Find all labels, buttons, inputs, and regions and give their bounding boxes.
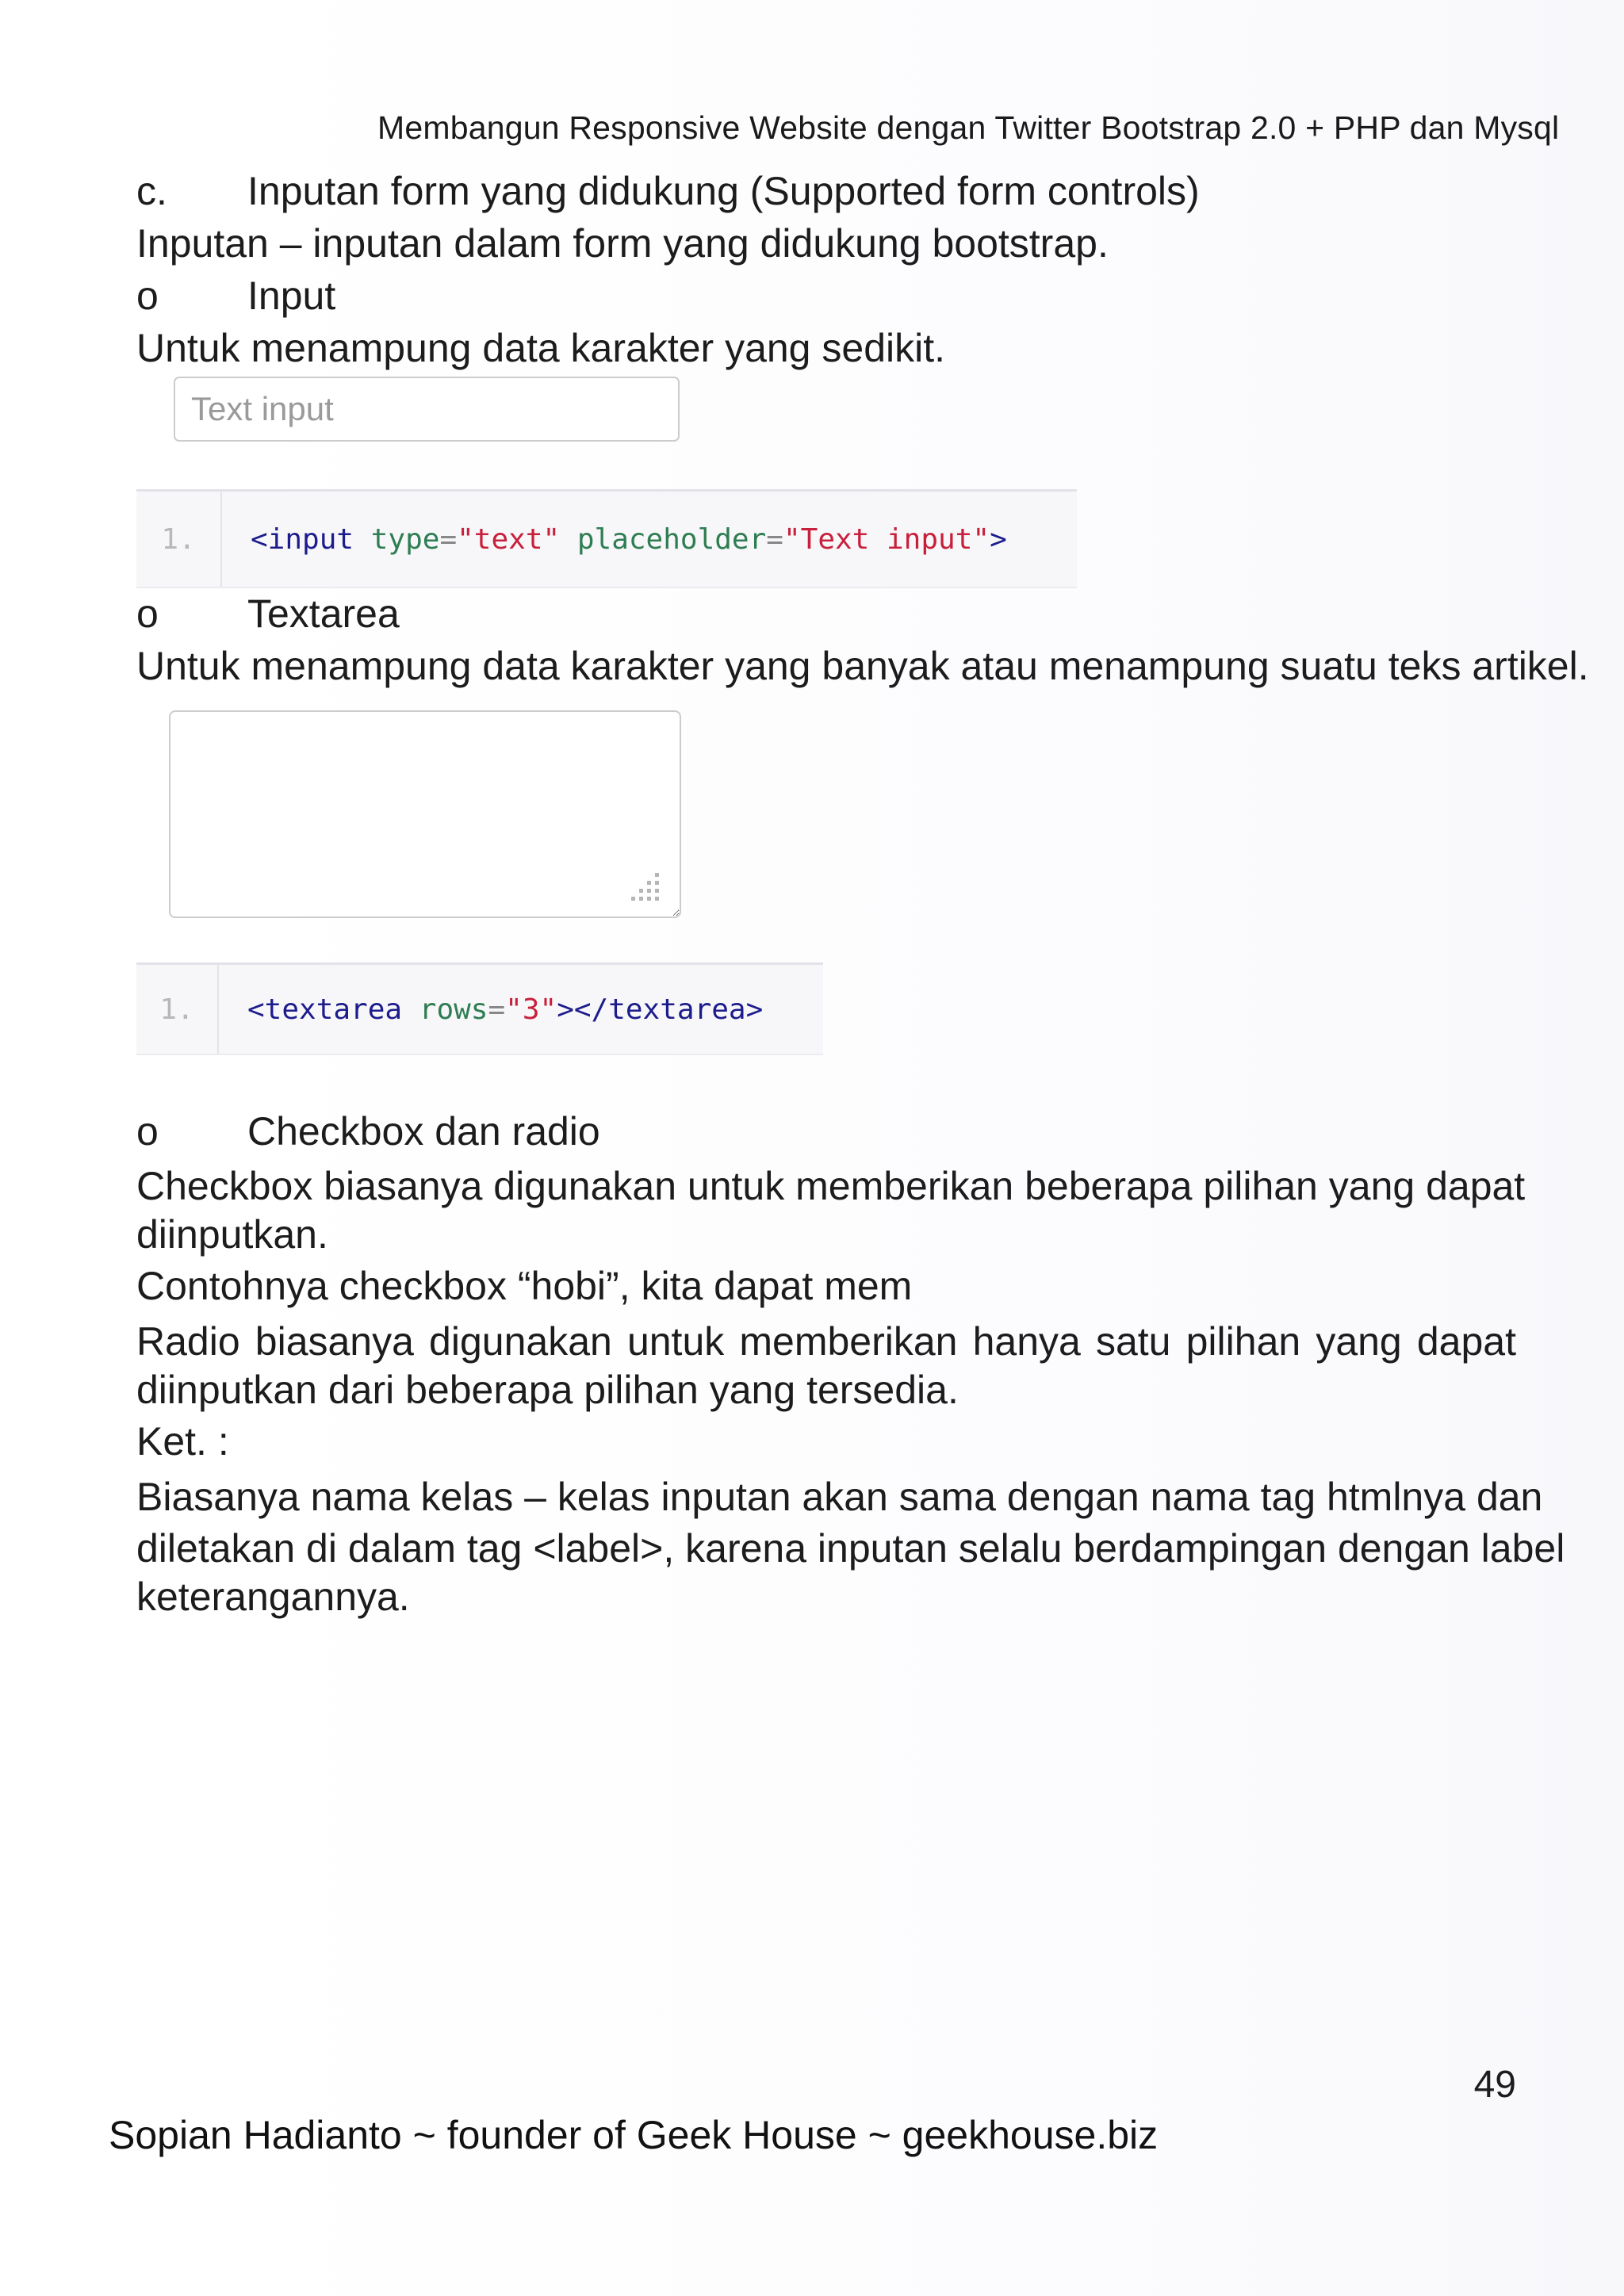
item-title: Checkbox dan radio bbox=[247, 1109, 600, 1154]
section-heading bbox=[136, 171, 1200, 211]
item-textarea-description: Untuk menampung data karakter yang banyak atau menampung suatu teks artikel. bbox=[136, 644, 1589, 688]
resize-grip-icon[interactable] bbox=[626, 868, 666, 908]
code-attr: placeholder bbox=[576, 522, 767, 556]
code-attr: type bbox=[370, 522, 440, 556]
code-value: "Text input" bbox=[783, 522, 990, 556]
running-header: Membangun Responsive Website dengan Twitter Bootstrap 2.0 + PHP dan Mysql bbox=[377, 109, 1560, 146]
code-block-textarea bbox=[136, 962, 823, 1055]
code-block-input bbox=[136, 489, 1077, 588]
item-checkbox-heading bbox=[136, 1109, 600, 1154]
note-label: Ket. : bbox=[136, 1419, 229, 1464]
paragraph-line: diletakan di dalam tag <label>, karena inputan selalu berdampingan dengan label bbox=[136, 1526, 1565, 1571]
section-marker: c. bbox=[136, 169, 167, 213]
page-number: 49 bbox=[1473, 2064, 1516, 2106]
code-tag-open: <textarea bbox=[247, 993, 403, 1026]
line-number: 1. bbox=[136, 965, 219, 1054]
paragraph-line: Radio biasanya digunakan untuk memberikan hanya satu pilihan yang dapat bbox=[136, 1319, 1516, 1364]
item-input-description: Untuk menampung data karakter yang sedikit. bbox=[136, 326, 945, 370]
code-tag-close: > bbox=[990, 522, 1007, 556]
section-intro: Inputan – inputan dalam form yang didukung bootstrap. bbox=[136, 221, 1109, 266]
item-title: Textarea bbox=[247, 591, 400, 636]
paragraph-line: diinputkan dari beberapa pilihan yang tersedia. bbox=[136, 1368, 959, 1412]
code-tag-open: <input bbox=[251, 522, 354, 556]
code-attr: rows bbox=[419, 993, 488, 1026]
footer-credit: Sopian Hadianto ~ founder of Geek House ~ geekhouse.biz bbox=[109, 2113, 1159, 2157]
bullet-marker: o bbox=[136, 274, 159, 318]
code-line: <textarea rows="3"></textarea> bbox=[247, 993, 764, 1026]
line-number: 1. bbox=[136, 492, 222, 587]
paragraph-line: diinputkan. bbox=[136, 1212, 328, 1257]
paragraph-line: Checkbox biasanya digunakan untuk memberikan beberapa pilihan yang dapat bbox=[136, 1164, 1526, 1208]
text-input-demo[interactable] bbox=[174, 377, 680, 442]
code-line: <input type="text" placeholder="Text input"> bbox=[251, 522, 1007, 556]
code-tag-close: ></textarea> bbox=[557, 993, 764, 1026]
paragraph-line: Biasanya nama kelas – kelas inputan akan sama dengan nama tag htmlnya dan bbox=[136, 1475, 1543, 1519]
code-value: "text" bbox=[457, 522, 561, 556]
bullet-marker: o bbox=[136, 1109, 159, 1154]
bullet-marker: o bbox=[136, 591, 159, 636]
section-title: Inputan form yang didukung (Supported form controls) bbox=[247, 169, 1200, 213]
item-input-heading bbox=[136, 276, 335, 316]
code-value: "3" bbox=[505, 993, 557, 1026]
item-textarea-heading bbox=[136, 591, 400, 636]
item-title: Input bbox=[247, 274, 336, 318]
paragraph-line: keterangannya. bbox=[136, 1575, 410, 1619]
paragraph-line: Contohnya checkbox “hobi”, kita dapat mem bbox=[136, 1264, 913, 1308]
textarea-demo[interactable] bbox=[169, 710, 681, 918]
